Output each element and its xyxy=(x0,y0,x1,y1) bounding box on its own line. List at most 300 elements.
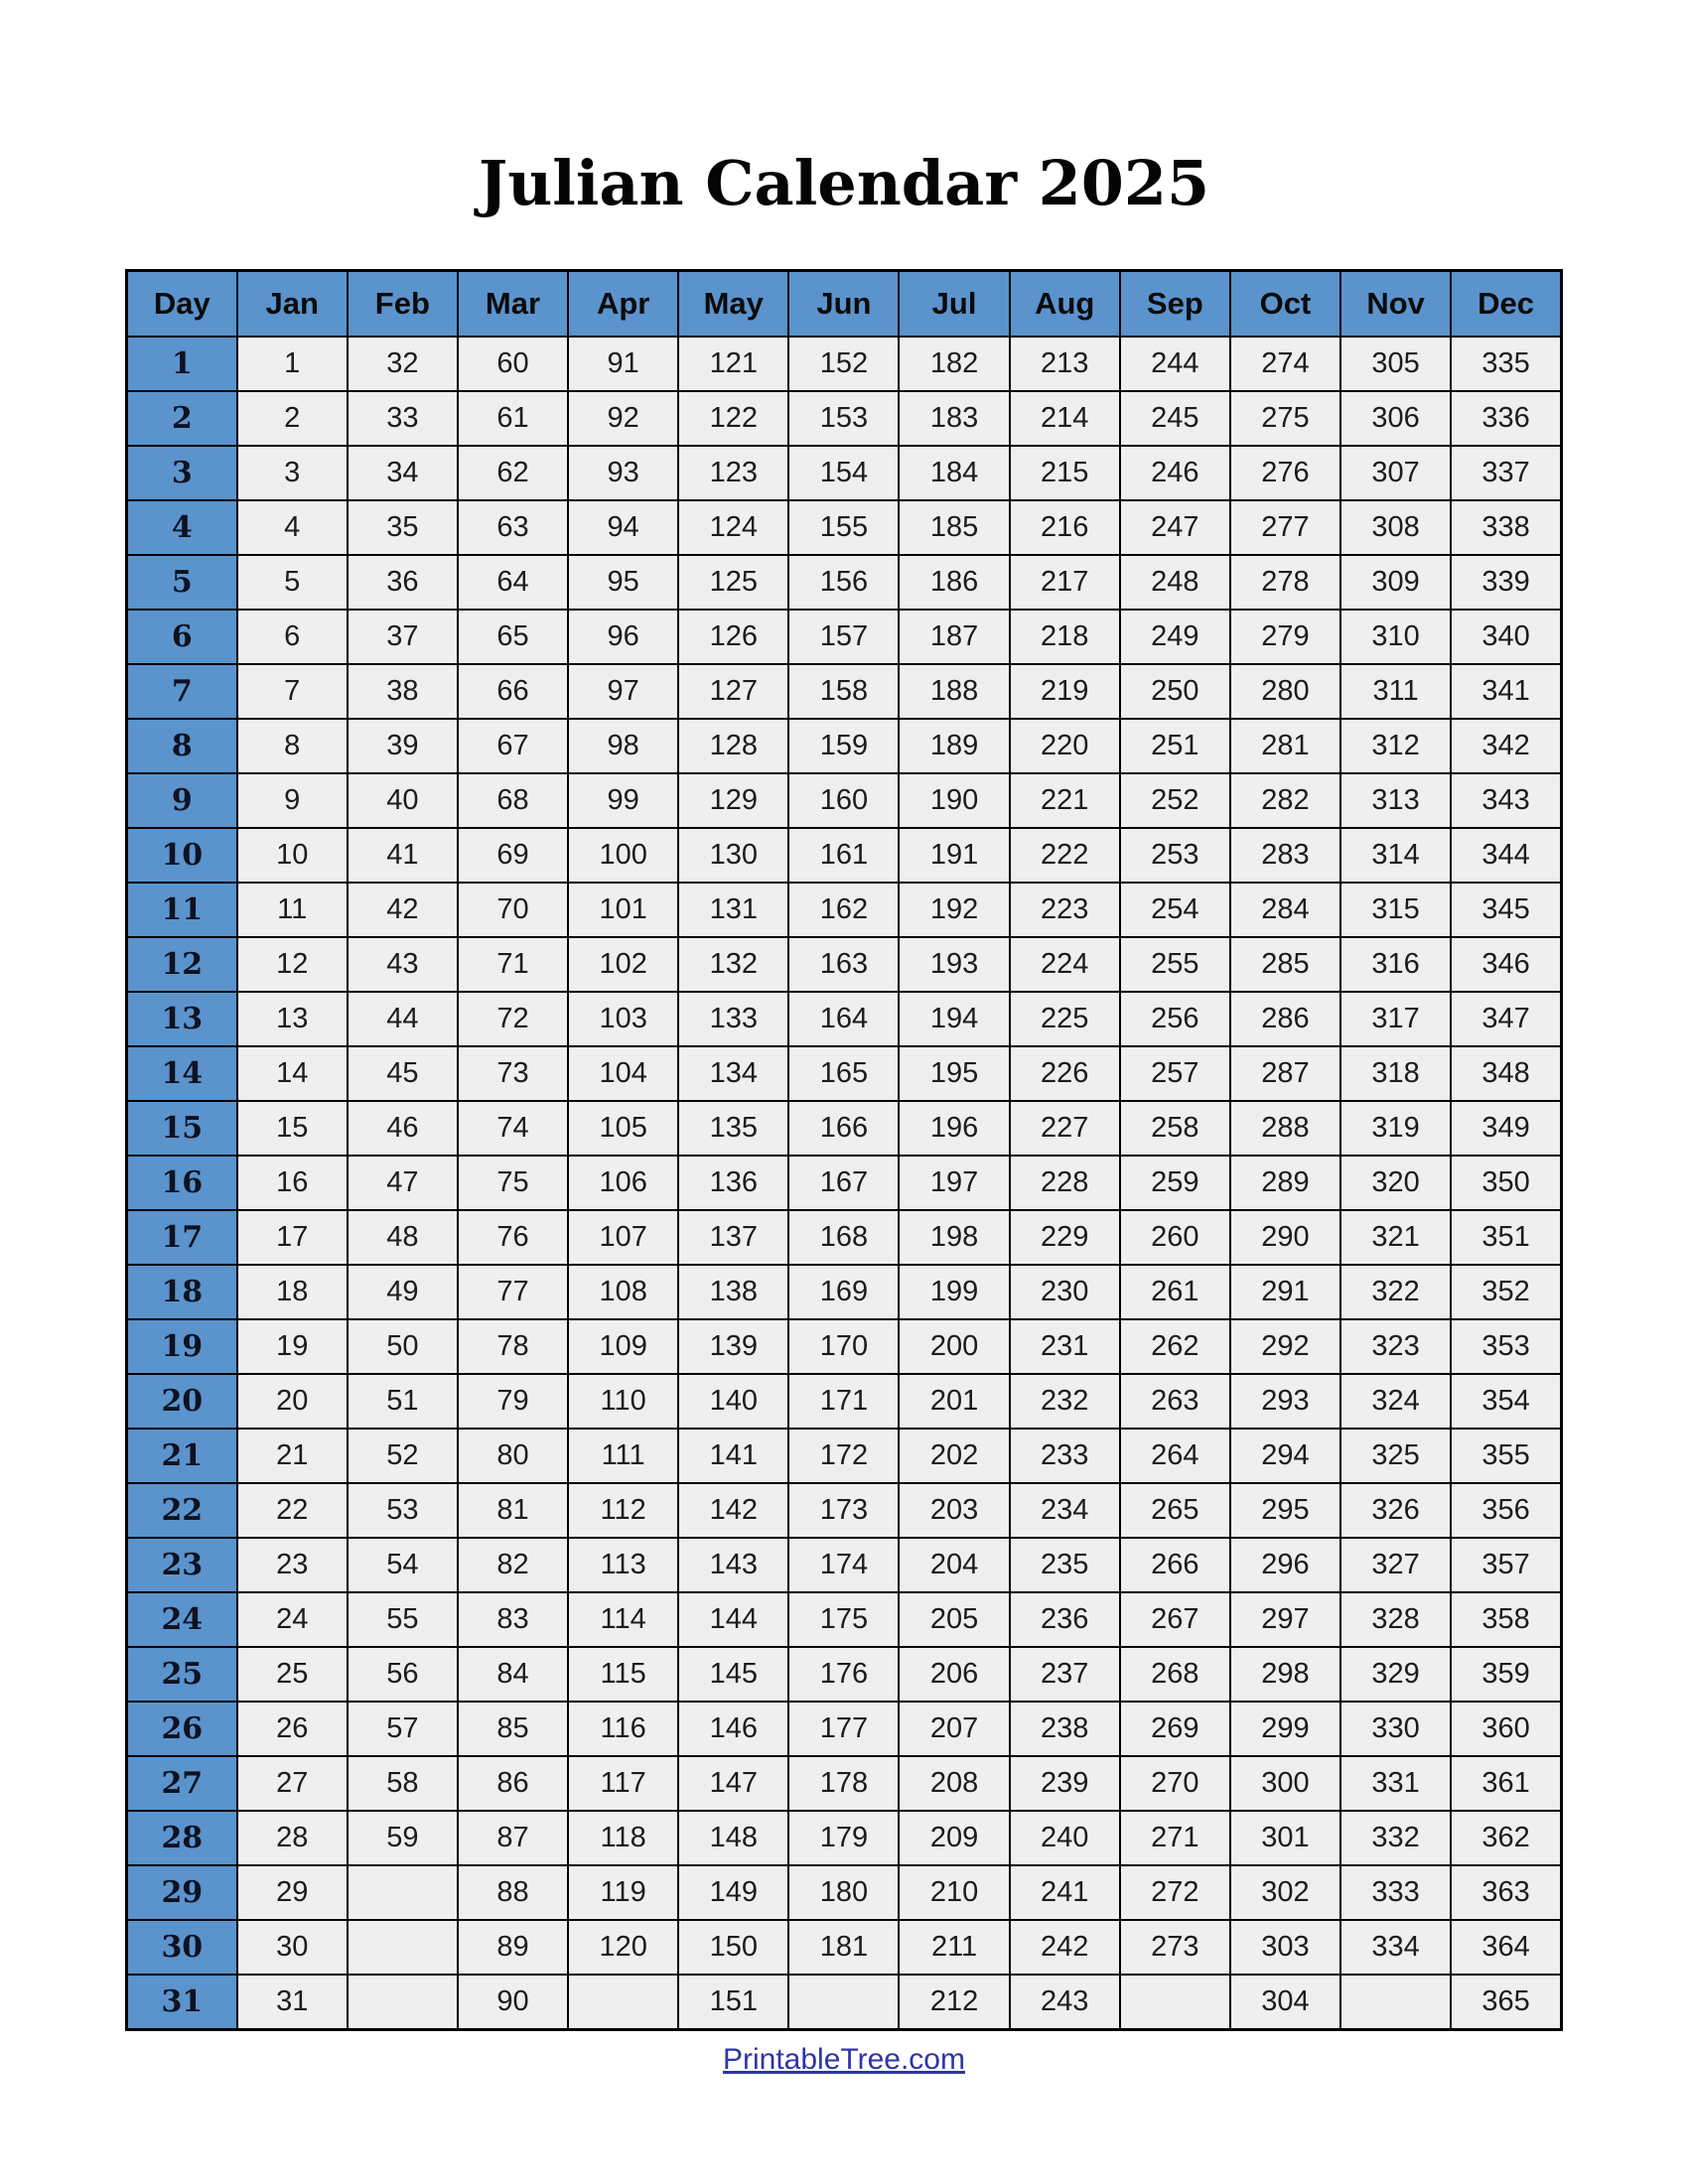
julian-day-cell: 75 xyxy=(458,1156,568,1210)
julian-day-cell: 348 xyxy=(1451,1046,1561,1101)
julian-day-cell: 6 xyxy=(237,610,348,664)
julian-day-cell: 181 xyxy=(788,1920,899,1975)
month-header: Jul xyxy=(899,271,1009,338)
julian-day-cell: 134 xyxy=(678,1046,788,1101)
julian-day-cell: 301 xyxy=(1230,1811,1340,1865)
julian-day-cell: 255 xyxy=(1120,937,1230,992)
julian-day-cell: 203 xyxy=(899,1483,1009,1538)
julian-day-cell: 92 xyxy=(568,391,678,446)
julian-day-cell xyxy=(1340,1975,1451,2030)
julian-day-cell: 193 xyxy=(899,937,1009,992)
julian-day-cell: 87 xyxy=(458,1811,568,1865)
day-cell: 30 xyxy=(127,1920,237,1975)
julian-day-cell: 307 xyxy=(1340,446,1451,500)
julian-day-cell: 250 xyxy=(1120,664,1230,719)
julian-day-cell: 344 xyxy=(1451,828,1561,883)
julian-day-cell: 183 xyxy=(899,391,1009,446)
julian-day-cell: 362 xyxy=(1451,1811,1561,1865)
month-header: Dec xyxy=(1451,271,1561,338)
julian-day-cell: 85 xyxy=(458,1702,568,1756)
julian-day-cell: 282 xyxy=(1230,773,1340,828)
julian-day-cell: 215 xyxy=(1010,446,1120,500)
julian-day-cell: 281 xyxy=(1230,719,1340,773)
julian-day-cell: 341 xyxy=(1451,664,1561,719)
julian-day-cell: 38 xyxy=(348,664,458,719)
julian-day-cell: 326 xyxy=(1340,1483,1451,1538)
table-row xyxy=(127,1865,1562,1920)
day-cell: 2 xyxy=(127,391,237,446)
julian-day-cell: 338 xyxy=(1451,500,1561,555)
julian-day-cell: 192 xyxy=(899,883,1009,937)
julian-day-cell: 331 xyxy=(1340,1756,1451,1811)
julian-day-cell: 120 xyxy=(568,1920,678,1975)
day-cell: 19 xyxy=(127,1319,237,1374)
julian-day-cell: 158 xyxy=(788,664,899,719)
julian-day-cell: 221 xyxy=(1010,773,1120,828)
julian-day-cell: 25 xyxy=(237,1647,348,1702)
month-header: Sep xyxy=(1120,271,1230,338)
julian-day-cell: 168 xyxy=(788,1210,899,1265)
julian-day-cell: 271 xyxy=(1120,1811,1230,1865)
julian-day-cell: 71 xyxy=(458,937,568,992)
julian-day-cell: 65 xyxy=(458,610,568,664)
julian-day-cell: 98 xyxy=(568,719,678,773)
julian-day-cell: 184 xyxy=(899,446,1009,500)
julian-day-cell: 138 xyxy=(678,1265,788,1319)
julian-day-cell: 159 xyxy=(788,719,899,773)
julian-day-cell: 337 xyxy=(1451,446,1561,500)
julian-day-cell: 299 xyxy=(1230,1702,1340,1756)
julian-day-cell: 17 xyxy=(237,1210,348,1265)
julian-day-cell: 263 xyxy=(1120,1374,1230,1429)
julian-day-cell: 68 xyxy=(458,773,568,828)
julian-day-cell: 227 xyxy=(1010,1101,1120,1156)
julian-day-cell: 90 xyxy=(458,1975,568,2030)
julian-day-cell: 89 xyxy=(458,1920,568,1975)
julian-day-cell: 256 xyxy=(1120,992,1230,1046)
julian-day-cell: 267 xyxy=(1120,1592,1230,1647)
julian-day-cell: 360 xyxy=(1451,1702,1561,1756)
julian-day-cell: 279 xyxy=(1230,610,1340,664)
day-cell: 13 xyxy=(127,992,237,1046)
julian-day-cell: 124 xyxy=(678,500,788,555)
julian-day-cell: 287 xyxy=(1230,1046,1340,1101)
day-cell: 5 xyxy=(127,555,237,610)
table-header xyxy=(127,271,1562,338)
julian-day-cell: 285 xyxy=(1230,937,1340,992)
julian-day-cell: 152 xyxy=(788,337,899,391)
julian-day-cell: 140 xyxy=(678,1374,788,1429)
julian-day-cell: 1 xyxy=(237,337,348,391)
julian-day-cell: 296 xyxy=(1230,1538,1340,1592)
julian-day-cell: 129 xyxy=(678,773,788,828)
julian-day-cell: 269 xyxy=(1120,1702,1230,1756)
julian-day-cell: 216 xyxy=(1010,500,1120,555)
table-row xyxy=(127,1319,1562,1374)
julian-day-cell: 187 xyxy=(899,610,1009,664)
julian-day-cell: 212 xyxy=(899,1975,1009,2030)
julian-day-cell: 169 xyxy=(788,1265,899,1319)
julian-day-cell: 246 xyxy=(1120,446,1230,500)
julian-day-cell: 234 xyxy=(1010,1483,1120,1538)
julian-day-cell: 166 xyxy=(788,1101,899,1156)
julian-day-cell: 19 xyxy=(237,1319,348,1374)
julian-day-cell: 318 xyxy=(1340,1046,1451,1101)
julian-day-cell: 239 xyxy=(1010,1756,1120,1811)
month-header: Apr xyxy=(568,271,678,338)
julian-day-cell: 248 xyxy=(1120,555,1230,610)
julian-day-cell: 12 xyxy=(237,937,348,992)
julian-day-cell: 223 xyxy=(1010,883,1120,937)
julian-day-cell: 295 xyxy=(1230,1483,1340,1538)
julian-day-cell: 28 xyxy=(237,1811,348,1865)
julian-day-cell: 302 xyxy=(1230,1865,1340,1920)
julian-day-cell: 319 xyxy=(1340,1101,1451,1156)
julian-day-cell: 143 xyxy=(678,1538,788,1592)
day-cell: 12 xyxy=(127,937,237,992)
julian-day-cell: 51 xyxy=(348,1374,458,1429)
day-cell: 10 xyxy=(127,828,237,883)
julian-day-cell: 105 xyxy=(568,1101,678,1156)
julian-day-cell: 330 xyxy=(1340,1702,1451,1756)
julian-day-cell: 108 xyxy=(568,1265,678,1319)
julian-day-cell: 270 xyxy=(1120,1756,1230,1811)
julian-day-cell: 231 xyxy=(1010,1319,1120,1374)
julian-day-cell: 199 xyxy=(899,1265,1009,1319)
month-header: Oct xyxy=(1230,271,1340,338)
julian-day-cell: 305 xyxy=(1340,337,1451,391)
julian-day-cell: 329 xyxy=(1340,1647,1451,1702)
julian-day-cell: 39 xyxy=(348,719,458,773)
julian-day-cell: 190 xyxy=(899,773,1009,828)
julian-day-cell: 101 xyxy=(568,883,678,937)
table-row xyxy=(127,1538,1562,1592)
julian-day-cell: 220 xyxy=(1010,719,1120,773)
julian-day-cell: 315 xyxy=(1340,883,1451,937)
julian-day-cell: 213 xyxy=(1010,337,1120,391)
julian-day-cell: 205 xyxy=(899,1592,1009,1647)
julian-day-cell: 11 xyxy=(237,883,348,937)
julian-day-cell: 99 xyxy=(568,773,678,828)
julian-day-cell: 291 xyxy=(1230,1265,1340,1319)
julian-day-cell: 317 xyxy=(1340,992,1451,1046)
julian-day-cell: 238 xyxy=(1010,1702,1120,1756)
julian-day-cell: 69 xyxy=(458,828,568,883)
julian-day-cell: 160 xyxy=(788,773,899,828)
julian-day-cell: 325 xyxy=(1340,1429,1451,1483)
julian-day-cell: 186 xyxy=(899,555,1009,610)
julian-day-cell: 194 xyxy=(899,992,1009,1046)
day-cell: 17 xyxy=(127,1210,237,1265)
julian-day-cell: 79 xyxy=(458,1374,568,1429)
julian-day-cell: 172 xyxy=(788,1429,899,1483)
julian-day-cell xyxy=(1120,1975,1230,2030)
julian-day-cell: 273 xyxy=(1120,1920,1230,1975)
julian-day-cell: 209 xyxy=(899,1811,1009,1865)
table-row xyxy=(127,391,1562,446)
table-row xyxy=(127,1756,1562,1811)
julian-day-cell: 357 xyxy=(1451,1538,1561,1592)
julian-day-cell: 64 xyxy=(458,555,568,610)
table-row xyxy=(127,555,1562,610)
julian-day-cell: 278 xyxy=(1230,555,1340,610)
julian-day-cell: 130 xyxy=(678,828,788,883)
table-row xyxy=(127,1483,1562,1538)
julian-day-cell: 165 xyxy=(788,1046,899,1101)
julian-day-cell: 242 xyxy=(1010,1920,1120,1975)
julian-day-cell: 277 xyxy=(1230,500,1340,555)
julian-day-cell: 35 xyxy=(348,500,458,555)
julian-day-cell: 103 xyxy=(568,992,678,1046)
table-row xyxy=(127,1265,1562,1319)
julian-day-cell: 14 xyxy=(237,1046,348,1101)
julian-day-cell xyxy=(348,1865,458,1920)
julian-day-cell: 22 xyxy=(237,1483,348,1538)
table-row xyxy=(127,1046,1562,1101)
day-cell: 31 xyxy=(127,1975,237,2030)
julian-day-cell: 347 xyxy=(1451,992,1561,1046)
julian-day-cell: 288 xyxy=(1230,1101,1340,1156)
julian-day-cell: 177 xyxy=(788,1702,899,1756)
julian-day-cell: 147 xyxy=(678,1756,788,1811)
day-cell: 11 xyxy=(127,883,237,937)
julian-day-cell: 297 xyxy=(1230,1592,1340,1647)
julian-day-cell: 320 xyxy=(1340,1156,1451,1210)
julian-day-cell: 185 xyxy=(899,500,1009,555)
footer xyxy=(0,2043,1688,2077)
table-row xyxy=(127,773,1562,828)
julian-day-cell: 67 xyxy=(458,719,568,773)
julian-day-cell: 91 xyxy=(568,337,678,391)
month-header: Aug xyxy=(1010,271,1120,338)
julian-day-cell: 217 xyxy=(1010,555,1120,610)
julian-day-cell: 29 xyxy=(237,1865,348,1920)
julian-day-cell: 266 xyxy=(1120,1538,1230,1592)
julian-day-cell: 167 xyxy=(788,1156,899,1210)
julian-day-cell: 191 xyxy=(899,828,1009,883)
julian-day-cell: 244 xyxy=(1120,337,1230,391)
julian-day-cell: 361 xyxy=(1451,1756,1561,1811)
table-row xyxy=(127,1210,1562,1265)
julian-day-cell: 176 xyxy=(788,1647,899,1702)
julian-day-cell: 253 xyxy=(1120,828,1230,883)
julian-day-cell: 116 xyxy=(568,1702,678,1756)
julian-day-cell: 131 xyxy=(678,883,788,937)
julian-day-cell: 163 xyxy=(788,937,899,992)
julian-day-cell: 146 xyxy=(678,1702,788,1756)
julian-day-cell: 201 xyxy=(899,1374,1009,1429)
julian-day-cell: 8 xyxy=(237,719,348,773)
julian-day-cell: 336 xyxy=(1451,391,1561,446)
julian-day-cell: 173 xyxy=(788,1483,899,1538)
julian-day-cell: 26 xyxy=(237,1702,348,1756)
table-row xyxy=(127,500,1562,555)
julian-day-cell: 9 xyxy=(237,773,348,828)
julian-day-cell: 197 xyxy=(899,1156,1009,1210)
julian-day-cell: 311 xyxy=(1340,664,1451,719)
julian-day-cell: 97 xyxy=(568,664,678,719)
julian-day-cell: 358 xyxy=(1451,1592,1561,1647)
day-cell: 20 xyxy=(127,1374,237,1429)
julian-day-cell: 230 xyxy=(1010,1265,1120,1319)
table-row xyxy=(127,1156,1562,1210)
julian-day-cell: 334 xyxy=(1340,1920,1451,1975)
julian-day-cell: 78 xyxy=(458,1319,568,1374)
julian-day-cell: 350 xyxy=(1451,1156,1561,1210)
julian-day-cell xyxy=(788,1975,899,2030)
day-cell: 16 xyxy=(127,1156,237,1210)
julian-day-cell: 104 xyxy=(568,1046,678,1101)
julian-day-cell: 264 xyxy=(1120,1429,1230,1483)
day-cell: 18 xyxy=(127,1265,237,1319)
julian-day-cell: 365 xyxy=(1451,1975,1561,2030)
julian-day-cell: 292 xyxy=(1230,1319,1340,1374)
julian-day-cell: 339 xyxy=(1451,555,1561,610)
julian-day-cell xyxy=(568,1975,678,2030)
julian-day-cell: 335 xyxy=(1451,337,1561,391)
month-header: Jun xyxy=(788,271,899,338)
julian-day-cell: 13 xyxy=(237,992,348,1046)
julian-day-cell: 94 xyxy=(568,500,678,555)
julian-day-cell: 141 xyxy=(678,1429,788,1483)
table-row xyxy=(127,883,1562,937)
julian-day-cell: 328 xyxy=(1340,1592,1451,1647)
julian-day-cell: 96 xyxy=(568,610,678,664)
julian-day-cell xyxy=(348,1920,458,1975)
header-row xyxy=(127,271,1562,338)
julian-day-cell: 200 xyxy=(899,1319,1009,1374)
julian-day-cell: 4 xyxy=(237,500,348,555)
julian-day-cell: 50 xyxy=(348,1319,458,1374)
julian-day-cell: 314 xyxy=(1340,828,1451,883)
julian-day-cell: 53 xyxy=(348,1483,458,1538)
julian-day-cell: 142 xyxy=(678,1483,788,1538)
julian-day-cell: 102 xyxy=(568,937,678,992)
julian-day-cell: 309 xyxy=(1340,555,1451,610)
table-row xyxy=(127,610,1562,664)
day-cell: 28 xyxy=(127,1811,237,1865)
julian-day-cell: 236 xyxy=(1010,1592,1120,1647)
julian-day-cell: 95 xyxy=(568,555,678,610)
julian-day-cell: 33 xyxy=(348,391,458,446)
julian-day-cell: 111 xyxy=(568,1429,678,1483)
table-row xyxy=(127,1592,1562,1647)
julian-day-cell: 346 xyxy=(1451,937,1561,992)
julian-day-cell: 233 xyxy=(1010,1429,1120,1483)
julian-day-cell: 42 xyxy=(348,883,458,937)
julian-day-cell: 48 xyxy=(348,1210,458,1265)
julian-day-cell: 196 xyxy=(899,1101,1009,1156)
julian-day-cell: 322 xyxy=(1340,1265,1451,1319)
julian-day-cell: 261 xyxy=(1120,1265,1230,1319)
julian-day-cell: 356 xyxy=(1451,1483,1561,1538)
julian-day-cell: 274 xyxy=(1230,337,1340,391)
table-row xyxy=(127,1702,1562,1756)
julian-day-cell: 363 xyxy=(1451,1865,1561,1920)
julian-day-cell: 37 xyxy=(348,610,458,664)
julian-day-cell: 333 xyxy=(1340,1865,1451,1920)
julian-day-cell: 260 xyxy=(1120,1210,1230,1265)
day-cell: 23 xyxy=(127,1538,237,1592)
julian-day-cell: 93 xyxy=(568,446,678,500)
julian-day-cell: 137 xyxy=(678,1210,788,1265)
table-row xyxy=(127,446,1562,500)
julian-day-cell: 7 xyxy=(237,664,348,719)
day-column-header: Day xyxy=(127,271,237,338)
julian-day-cell: 123 xyxy=(678,446,788,500)
julian-day-cell: 112 xyxy=(568,1483,678,1538)
julian-day-cell: 88 xyxy=(458,1865,568,1920)
julian-day-cell: 222 xyxy=(1010,828,1120,883)
julian-day-cell: 353 xyxy=(1451,1319,1561,1374)
julian-day-cell: 188 xyxy=(899,664,1009,719)
julian-day-cell: 86 xyxy=(458,1756,568,1811)
julian-day-cell: 204 xyxy=(899,1538,1009,1592)
julian-day-cell: 303 xyxy=(1230,1920,1340,1975)
julian-day-cell: 354 xyxy=(1451,1374,1561,1429)
julian-day-cell: 257 xyxy=(1120,1046,1230,1101)
footer-link[interactable]: PrintableTree.com xyxy=(723,2043,965,2076)
julian-day-cell: 332 xyxy=(1340,1811,1451,1865)
julian-day-cell: 61 xyxy=(458,391,568,446)
julian-day-cell: 308 xyxy=(1340,500,1451,555)
julian-day-cell: 119 xyxy=(568,1865,678,1920)
day-cell: 24 xyxy=(127,1592,237,1647)
julian-day-cell: 342 xyxy=(1451,719,1561,773)
julian-day-cell: 182 xyxy=(899,337,1009,391)
julian-day-cell: 286 xyxy=(1230,992,1340,1046)
julian-day-cell: 218 xyxy=(1010,610,1120,664)
julian-day-cell: 156 xyxy=(788,555,899,610)
julian-day-cell: 31 xyxy=(237,1975,348,2030)
julian-day-cell: 240 xyxy=(1010,1811,1120,1865)
julian-day-cell: 262 xyxy=(1120,1319,1230,1374)
table-body xyxy=(127,337,1562,2030)
month-header: Nov xyxy=(1340,271,1451,338)
julian-day-cell: 280 xyxy=(1230,664,1340,719)
julian-day-cell: 219 xyxy=(1010,664,1120,719)
julian-day-cell: 82 xyxy=(458,1538,568,1592)
julian-day-cell: 125 xyxy=(678,555,788,610)
julian-day-cell: 202 xyxy=(899,1429,1009,1483)
month-header: Jan xyxy=(237,271,348,338)
day-cell: 3 xyxy=(127,446,237,500)
day-cell: 27 xyxy=(127,1756,237,1811)
julian-day-cell: 359 xyxy=(1451,1647,1561,1702)
julian-day-cell: 81 xyxy=(458,1483,568,1538)
julian-day-cell: 327 xyxy=(1340,1538,1451,1592)
julian-day-cell: 180 xyxy=(788,1865,899,1920)
julian-day-cell: 364 xyxy=(1451,1920,1561,1975)
julian-day-cell: 55 xyxy=(348,1592,458,1647)
julian-day-cell: 15 xyxy=(237,1101,348,1156)
julian-day-cell: 268 xyxy=(1120,1647,1230,1702)
julian-day-cell: 149 xyxy=(678,1865,788,1920)
julian-day-cell: 300 xyxy=(1230,1756,1340,1811)
julian-day-cell: 226 xyxy=(1010,1046,1120,1101)
julian-day-cell: 198 xyxy=(899,1210,1009,1265)
julian-day-cell: 298 xyxy=(1230,1647,1340,1702)
julian-day-cell: 52 xyxy=(348,1429,458,1483)
julian-day-cell: 225 xyxy=(1010,992,1120,1046)
julian-day-cell: 316 xyxy=(1340,937,1451,992)
julian-day-cell: 114 xyxy=(568,1592,678,1647)
julian-day-cell: 58 xyxy=(348,1756,458,1811)
julian-day-cell: 313 xyxy=(1340,773,1451,828)
julian-day-cell: 249 xyxy=(1120,610,1230,664)
day-cell: 26 xyxy=(127,1702,237,1756)
table-row xyxy=(127,937,1562,992)
